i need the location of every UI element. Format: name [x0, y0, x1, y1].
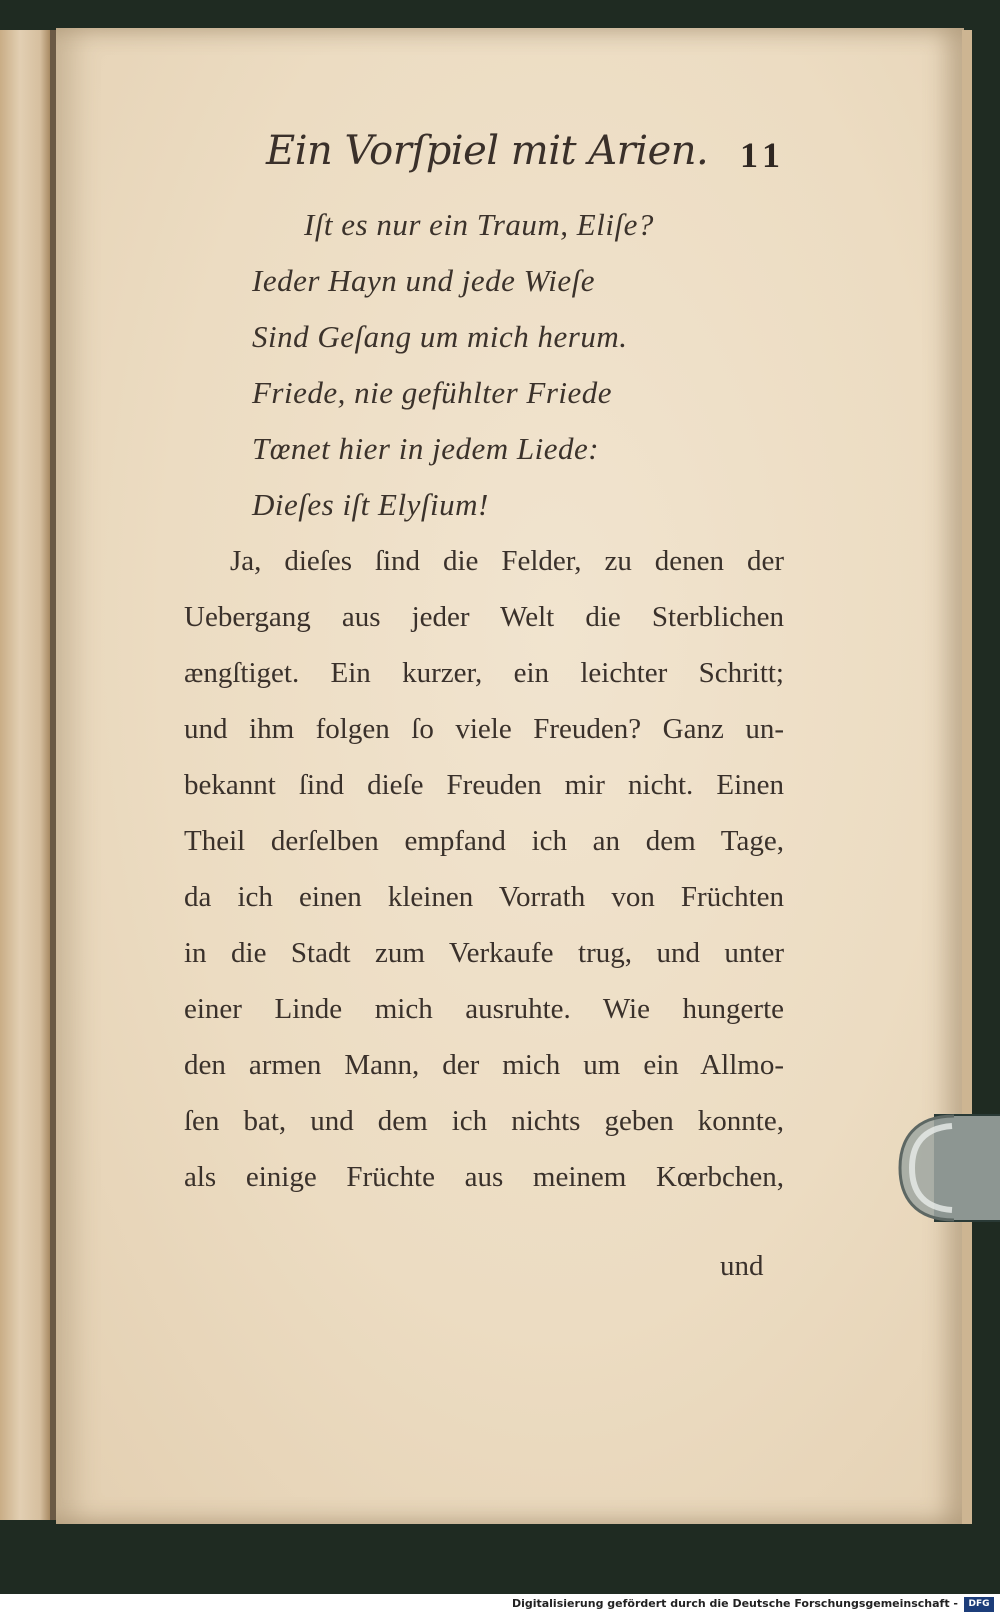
prose-line: ſen bat, und dem ich nichts geben konnte,	[184, 1105, 784, 1137]
footer-credit: Digitalisierung gefördert durch die Deutsche Forschungsgemeinschaft -	[511, 1597, 958, 1610]
prose-line: und ihm folgen ſo viele Freuden? Ganz un-	[184, 713, 784, 745]
verse-line: Tœnet hier in jedem Liede:	[252, 431, 600, 466]
prose-line: den armen Mann, der mich um ein Allmo-	[184, 1049, 784, 1081]
digitization-footer	[0, 1594, 1000, 1616]
prose-line: als einige Früchte aus meinem Kœrbchen,	[184, 1161, 784, 1193]
prose-line: in die Stadt zum Verkaufe trug, und unter	[184, 937, 784, 969]
prose-line: Theil derſelben empfand ich an dem Tage,	[184, 825, 784, 857]
verse-line: Ieder Hayn und jede Wieſe	[252, 263, 596, 298]
prose-line: ængſtiget. Ein kurzer, ein leichter Schritt;	[184, 657, 784, 689]
page-header	[266, 128, 786, 188]
prose-line: einer Linde mich ausruhte. Wie hungerte	[184, 993, 784, 1025]
catchword: und	[720, 1250, 764, 1282]
page-number: 11	[739, 135, 786, 175]
verse-line: Iſt es nur ein Traum, Eliſe?	[304, 207, 654, 242]
facing-page-edge	[0, 30, 50, 1520]
page-edge	[962, 30, 972, 1524]
dfg-logo: DFG	[964, 1597, 994, 1612]
prose-line: Uebergang aus jeder Welt die Sterblichen	[184, 601, 784, 633]
prose-line: da ich einen kleinen Vorrath von Früchten	[184, 881, 784, 913]
verse-line: Friede, nie gefühlter Friede	[252, 375, 613, 410]
page-clip	[894, 1110, 1000, 1226]
verse-line: Dieſes iſt Elyſium!	[252, 487, 489, 522]
prose-line: Ja, dieſes ſind die Felder, zu denen der	[230, 545, 784, 577]
prose-line: bekannt ſind dieſe Freuden mir nicht. Einen	[184, 769, 784, 801]
running-title: Ein Vorſpiel mit Arien.	[266, 128, 709, 174]
verse-line: Sind Geſang um mich herum.	[252, 319, 628, 354]
